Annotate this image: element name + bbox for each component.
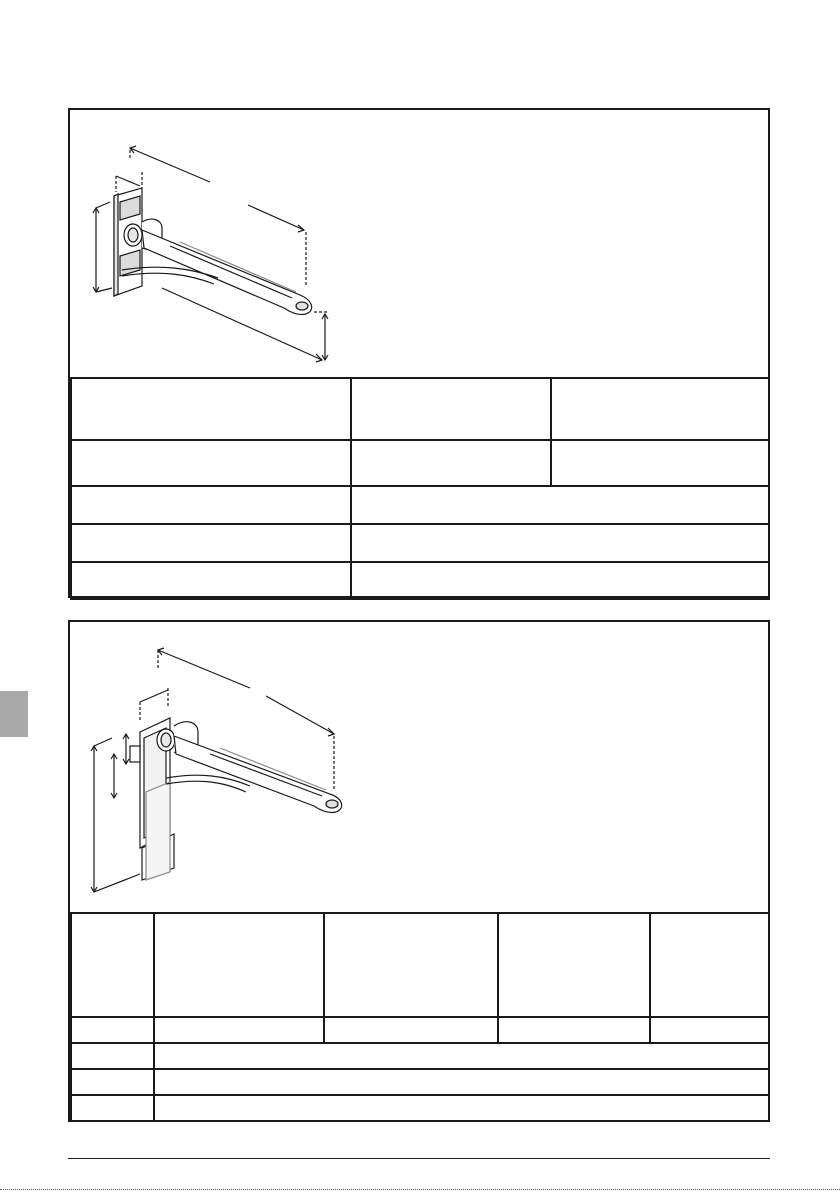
table-cell	[71, 562, 351, 599]
table-row	[71, 440, 769, 486]
table-cell	[71, 524, 351, 562]
table-cell	[71, 378, 351, 440]
table-cell	[351, 562, 769, 599]
table-row	[71, 1043, 769, 1069]
table-row	[71, 1069, 769, 1095]
table-row	[71, 1017, 769, 1043]
spec-table-1	[70, 377, 770, 600]
spec-table-2	[70, 912, 770, 1122]
product-panel-2	[68, 620, 770, 1122]
table-cell	[551, 378, 769, 440]
footer-divider	[68, 1158, 770, 1159]
table-cell	[650, 913, 769, 1017]
table-row	[71, 524, 769, 562]
table-cell	[650, 1017, 769, 1043]
table-row	[71, 486, 769, 524]
table-cell	[71, 486, 351, 524]
page-edge-line	[0, 1189, 840, 1190]
fold-up-support-rail-with-mounting-plate-dimension-drawing-icon	[70, 622, 768, 912]
table-cell	[324, 1017, 498, 1043]
table-row	[71, 562, 769, 599]
table-cell	[498, 913, 650, 1017]
table-row	[71, 378, 769, 440]
table-cell	[71, 1069, 154, 1095]
table-cell	[154, 1069, 769, 1095]
table-cell	[71, 440, 351, 486]
table-cell	[498, 1017, 650, 1043]
table-cell	[71, 913, 154, 1017]
table-cell	[324, 913, 498, 1017]
table-cell	[71, 1043, 154, 1069]
table-cell	[71, 1017, 154, 1043]
product-figure-1	[70, 110, 768, 377]
chapter-side-tab	[0, 691, 28, 737]
table-row	[71, 1095, 769, 1121]
table-cell	[71, 1095, 154, 1121]
table-cell	[154, 1043, 769, 1069]
table-cell	[351, 486, 769, 524]
table-row	[71, 913, 769, 1017]
table-cell	[154, 1017, 324, 1043]
table-cell	[154, 913, 324, 1017]
table-cell	[351, 440, 551, 486]
product-figure-2	[70, 622, 768, 912]
fold-up-support-rail-dimension-drawing-icon	[70, 110, 768, 377]
table-cell	[551, 440, 769, 486]
table-cell	[351, 524, 769, 562]
table-cell	[351, 378, 551, 440]
table-cell	[154, 1095, 769, 1121]
product-panel-1	[68, 108, 770, 598]
